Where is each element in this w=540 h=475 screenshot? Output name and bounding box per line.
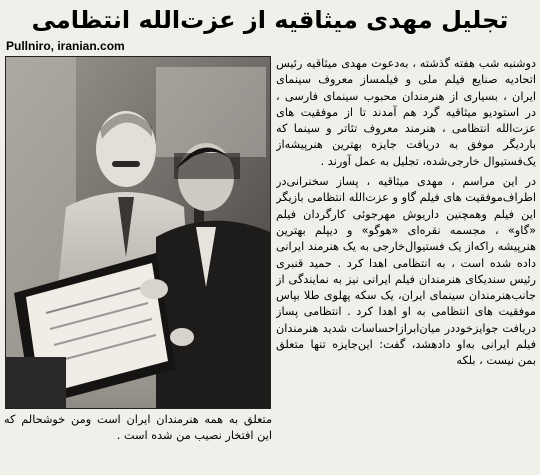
news-photo [5, 56, 271, 409]
photo-credit: Pullniro, iranian.com [6, 39, 125, 53]
article-paragraph-2: در این مراسم ، مهدی میثاقیه ، پساز سخنرانی‌در اطراف‌موفقیت های فیلم گاو و عزت‌الله انتظامی بازیگر این فیلم وهمچنین داریوش مهرجوئی کارگردان فیلم «گاو» ، مجسمه نقره‌ای «هوگو» و دیپلم بهترین هنرپیشه راکه‌از یک فستیوال‌خارجی به یک هنرمند ایرانی داده شده است ، به انتظامی اهدا کرد . حمید قنبری رئیس سندیکای هنرمندان فیلم ایرانی نیز به نمایندگی از جانب‌هنرمندان سینمای ایران، یک سکه پهلوی طلا بپاس موفقیت های انتظامی به او اهدا کرد . انتظامی پساز دریافت جوایزخود‌در میان‌ابراز‌احساسات شدید هنرمندان فیلم ایرانی به‌او دادهشد، گفت: این‌جایزه تنها متعلق بمن نیست ، بلکه [276, 175, 536, 368]
article-paragraph-1: دوشنبه شب هفته گذشته ، به‌دعوت مهدی میثاقیه رئیس اتحادیه صنایع فیلم ملی و فیلمساز معروف سینمای ایران ، بسیاری از هنرمندان محبوب سینمای فارسی ، در استودیو میثاقیه گرد هم آمدند تا از موفقیت های عزت‌الله انتظامی ، هنرمند معروف تئاتر و سینما که باردیگر موفق به دریافت جایزه بهترین هنرپیشه‌از یک‌فستیوال خارجی‌شده، تجلیل به عمل آورند . [276, 57, 536, 168]
photo-illustration-icon [6, 57, 270, 408]
article-body [276, 56, 536, 475]
headline: تجلیل مهدی میثاقیه از عزت‌الله انتظامی [31, 6, 509, 34]
article-continuation: متعلق به همه هنرمندان ایران است ومن خوشحالم که این افتخار نصیب من شده است . [4, 413, 272, 443]
